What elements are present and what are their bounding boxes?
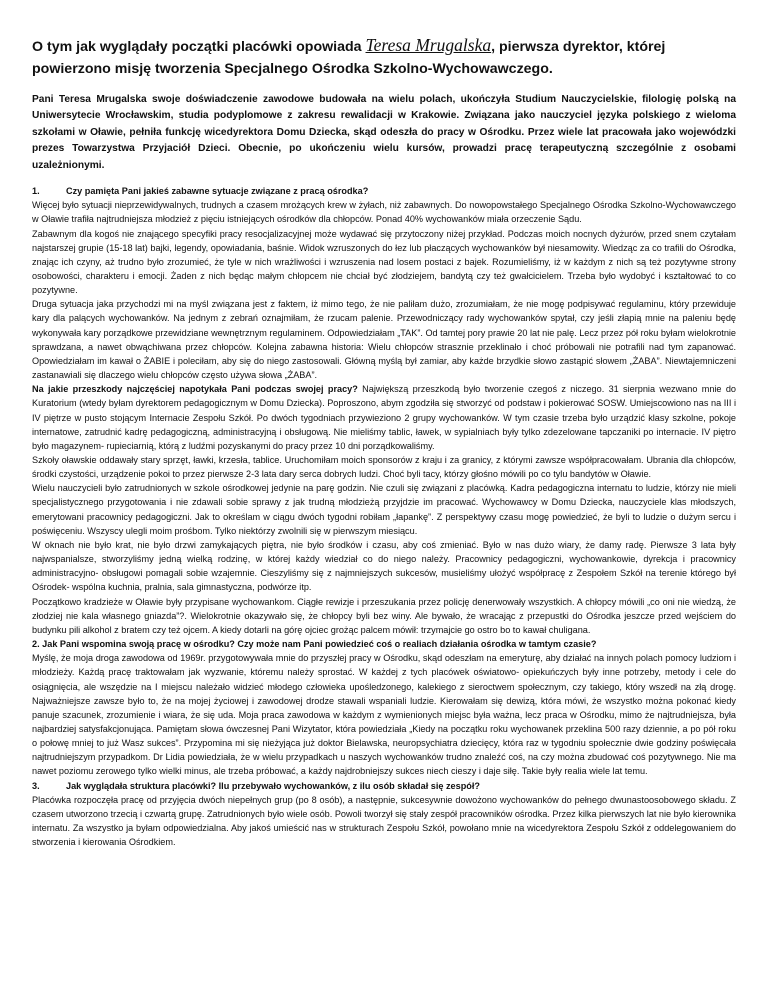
question-3: [32, 637, 736, 651]
answer-2-paragraph: Największą przeszkodą było tworzenie czegoś z niczego. 31 sierpnia wezwano mnie do Kuratorium (wtedy byłam dyrektorem pedagogicznym w Domu Dziecka). Poproszono, abym zgodziła się stworzyć od podstaw i pokierować SOSW. Umiejscowiono nas na III i IV piętrze w pusto stojącym Internacie Zespołu Szkół. Po dwóch tygodniach przywieziono 2 grupy wychowanków. W tym czasie trzeba było urządzić klasy szkolne, pokoje internatowe, zatrudnić kadrę pedagogiczną, administracyjną i obsługową. Nie mieliśmy tablic, ławek, w sypialniach były tylko zdezelowane tapczaniki po internacie. IV piętro było magazynem- rupieciarnią, którą z ludźmi pozyskanymi do pracy przez 10 dni porządkowaliśmy.: [32, 384, 736, 451]
answer-1-paragraph: Więcej było sytuacji nieprzewidywalnych, trudnych a czasem mrożących krew w żyłach, niż zabawnych. Do nowopowstałego Specjalnego Ośrodka Szkolno-Wychowawczego w Oławie trafiła najtrudniejsza młodzież z pięciu istniejących ośrodków dla chłopców. Ponad 40% wychowanków miała orzeczenie Sądu.: [32, 200, 736, 225]
question-1: [32, 184, 736, 198]
question-2-text: Na jakie przeszkody najczęściej napotykała Pani podczas swojej pracy?: [32, 384, 358, 395]
answer-1-paragraph: Zabawnym dla kogoś nie znającego specyfiki pracy resocjalizacyjnej może wydawać się przytoczony niżej przykład. Podczas moich nocnych dyżurów, przed snem czytałam najstarszej grupie (15-18 lat) bajki, legendy, opowiadania, baśnie. Widok wzruszonych do łez lub płaczących wychowanków był niesamowity. Wiedząc za co trafili do Ośrodka, znając ich czyny, aż trudno było zrozumieć, że tyle w nich wrażliwości i wzruszenia nad losem postaci z bajek. Rozumieliśmy, iż w każdym z nich są też pozytywne strony osobowości, charakteru i emocji. Żaden z nich będąc małym chłopcem nie chciał być złodziejem, bandytą czy też gwałcicielem. Trzeba było wydobyć i kształtować to co pozytywne.: [32, 228, 736, 296]
answer-1-paragraph: Druga sytuacja jaka przychodzi mi na myśl związana jest z faktem, iż mimo tego, że nie paliłam dużo, zrozumiałam, że nie mogę podpisywać regulaminu, który przewiduje kary dla palących wychowanków. Na jednym z zebrań oznajmiłam, że rzucam palenie. Przewodniczący rady wychowanków spytał, czy jeśli złapią mnie na paleniu będę wykonywała kary porządkowe przewidziane wewnętrznym regulaminem. Odpowiedziałam „TAK”. Od tamtej pory prawie 20 lat nie palę. Lecz przez pół roku byłam wielokrotnie sprawdzana, a nawet obwąchiwana przez chłopców. Kolejna zabawna historia: Wielu chłopców strasznie przeklinało i choć próbowali nie potrafili nad tym zapanować. Opowiedziałam im kawał o ŻABIE i poleciłam, aby się do niego zastosowali. Główną myślą był zamiar, aby każde brzydkie słowo zastąpić słowem „ŻABA”. Niewtajemniczeni zastanawiali się dlaczego wielu chłopców często używa słowa „ŻABA”.: [32, 299, 736, 381]
title-name: Teresa Mrugalska: [365, 35, 492, 55]
title-suffix: , pierwsza dyrektor, której powierzono misję tworzenia Specjalnego Ośrodka Szkolno-Wychowawczego.: [32, 39, 666, 77]
answer-3-paragraph: Myślę, że moja droga zawodowa od 1969r. przygotowywała mnie do przyszłej pracy w Ośrodku, skąd odeszłam na emeryturę, aby działać na innych polach pomocy ludziom i młodzieży. Każdą pracę traktowałam jak wyzwanie, któremu należy sprostać. W każdej z tych placówek oświatowo- opiekuńczych były inne potrzeby, metody i cele do osiągnięcia, ale wszędzie na I miejscu należało widzieć młodego człowieka upośledzonego, kalekiego z sieroctwem społecznym, czy takiego, który wszedł na złą drogę. Najważniejsze zawsze było to, że na mojej życiowej i zawodowej drodze stawali wspaniali ludzie. Kierowałam się dewizą, która mówi, że wszystko można pokonać kiedy panuje szacunek, zrozumienie i wiara, że się uda. Moja praca zawodowa w każdym z wymienionych miejsc była ważna, lecz praca w Ośrodku, mimo że najtrudniejsza, była najbardziej satysfakcjonująca. Pamiętam słowa ówczesnej Pani Wizytator, która powiedziała „Kiedy na początku roku wychowanek przeklina 500 razy dziennie, a po pół roku o połowę mniej to już Wasz sukces”. Przypomina mi się nieżyjąca już doktor Bielawska, neuropsychiatra dziecięcy, która raz w tygodniu społecznie dwie godziny poświęcała najtrudniejszym przypadkom. Dr Lidia powiedziała, że w wielu przypadkach u naszych wychowanków trudno znaleźć coś, na czy można zbudować coś pozytywnego. Nie ma nawet poziomu zerowego tylko wielki minus, ale trzeba próbować, a każdy najdrobniejszy sukces niech cieszy i daje siłę. Takie były realia wiele lat temu.: [32, 653, 736, 777]
question-4: [32, 779, 736, 793]
document-title: [32, 34, 736, 80]
question-4-number: 3.: [32, 780, 40, 791]
answer-2-paragraph: Początkowo kradzieże w Oławie były przypisane wychowankom. Ciągłe rewizje i przeszukania przez policję denerwowały wszystkich. A chłopcy mówili „co oni nie wiedzą, że złodziej nie kala własnego gniazda”?. Wielokrotnie okazywało się, że chłopcy byli bez winy. Ale bywało, że wracając z przepustki do Ośrodka jeszcze przed wejściem do budynku pili alkohol z bratem czy też ojcem. A kiedy dotarli na górę ojciec grożąc palcem mówił: trzymajcie go ostro bo to kawał chuligana.: [32, 596, 736, 635]
interview-body: [32, 184, 736, 849]
answer-2-paragraph: Wielu nauczycieli było zatrudnionych w szkole ośrodkowej jedynie na parę godzin. Nie czuli się związani z placówką. Kadra pedagogiczna internatu to ludzie, którzy nie mieli specjalistycznego przygotowania i nie zdawali sobie sprawy z jak trudną młodzieżą przyjdzie im pracować. Wychowawcy w Domu Dziecka, nauczyciele klas młodszych, emerytowani pracownicy pedagogiczni. Jak to określam w ciągu dwóch tygodni robiłam „łapankę”. Z perspektywy czasu mogę powiedzieć, że byli to ludzie o dużym sercu i poświęceniu. Wszyscy ulegli moim prośbom. Tylko niektórzy zwolnili się w pierwszym miesiącu.: [32, 483, 736, 536]
question-1-text: Czy pamięta Pani jakieś zabawne sytuacje związane z pracą ośrodka?: [66, 186, 369, 197]
question-2-block: [32, 382, 736, 453]
question-4-text: Jak wyglądała struktura placówki? Ilu przebywało wychowanków, z ilu osób składał się zespół?: [66, 780, 480, 791]
answer-4-paragraph: Placówka rozpoczęła pracę od przyjęcia dwóch niepełnych grup (po 8 osób), a następnie, sukcesywnie dowożono wychowanków do pełnego dwunastoosobowego składu. Z czasem utworzono trzecią i czwartą grupę. Zatrudnionych było wiele osób. Powoli tworzył się stały zespół pracowników ośrodka. Przez kilka pierwszych lat nie było kierownika internatu. Za wszystko ja byłam odpowiedzialna. Aby jakoś umieścić nas w strukturach Zespołu Szkół, powołano mnie na wicedyrektora Zespołu Szkół z oddelegowaniem do stworzenia i kierowania Ośrodkiem.: [32, 794, 736, 848]
answer-2-paragraph: W oknach nie było krat, nie było drzwi zamykających piętra, nie było środków i czasu, aby coś zmieniać. Było w nas dużo wiary, że damy radę. Pierwsze 3 lata były najwspanialsze, stworzyliśmy jedną wielką rodzinę, w której każdy wiedział co do niego należy. Pracownicy pedagogiczni, wychowankowie, dyrekcja i pracownicy administracyjno- obsługowi pomagali sobie wzajemnie. Cieszyliśmy się z najmniejszych sukcesów, musieliśmy ułożyć współpracę z Zespołem Szkół na terenie którego był Ośrodek- wspólna kuchnia, pralnia, sala gimnastyczna, podwórze itp.: [32, 539, 736, 593]
question-1-number: 1.: [32, 186, 40, 197]
answer-2-paragraph: Szkoły oławskie oddawały stary sprzęt, ławki, krzesła, tablice. Uruchomiłam moich sponsorów z kraju i za granicy, z którymi zawsze współpracowałam. Ubrania dla chłopców, środki czystości, urządzenie pokoi to przez pierwsze 2-3 lata dary serca dobrych ludzi. Choć byli tacy, którzy głośno mówili po co tylu bandytów w Oławie.: [32, 455, 736, 480]
question-3-text: Jak Pani wspomina swoją pracę w ośrodku? Czy może nam Pani powiedzieć coś o realiach działania ośrodka w tamtym czasie?: [42, 639, 597, 650]
title-prefix: O tym jak wyglądały początki placówki opowiada: [32, 39, 366, 55]
question-3-number: 2.: [32, 639, 40, 650]
intro-paragraph: Pani Teresa Mrugalska swoje doświadczenie zawodowe budowała na wielu polach, ukończyła Studium Nauczycielskie, filologię polską na Uniwersytecie Wrocławskim, studia podyplomowe z zakresu rewalidacji w Krakowie. Związana jako nauczyciel języka polskiego z wieloma szkołami w Oławie, pełniła funkcję wicedyrektora Domu Dziecka, skąd odeszła do pracy w Ośrodku. Przez wiele lat pracowała jako wojewódzki prezes Towarzystwa Przyjaciół Dzieci. Obecnie, po ukończeniu wielu kursów, prowadzi pracę terapeutyczną szczególnie z osobami uzależnionymi.: [32, 94, 736, 171]
